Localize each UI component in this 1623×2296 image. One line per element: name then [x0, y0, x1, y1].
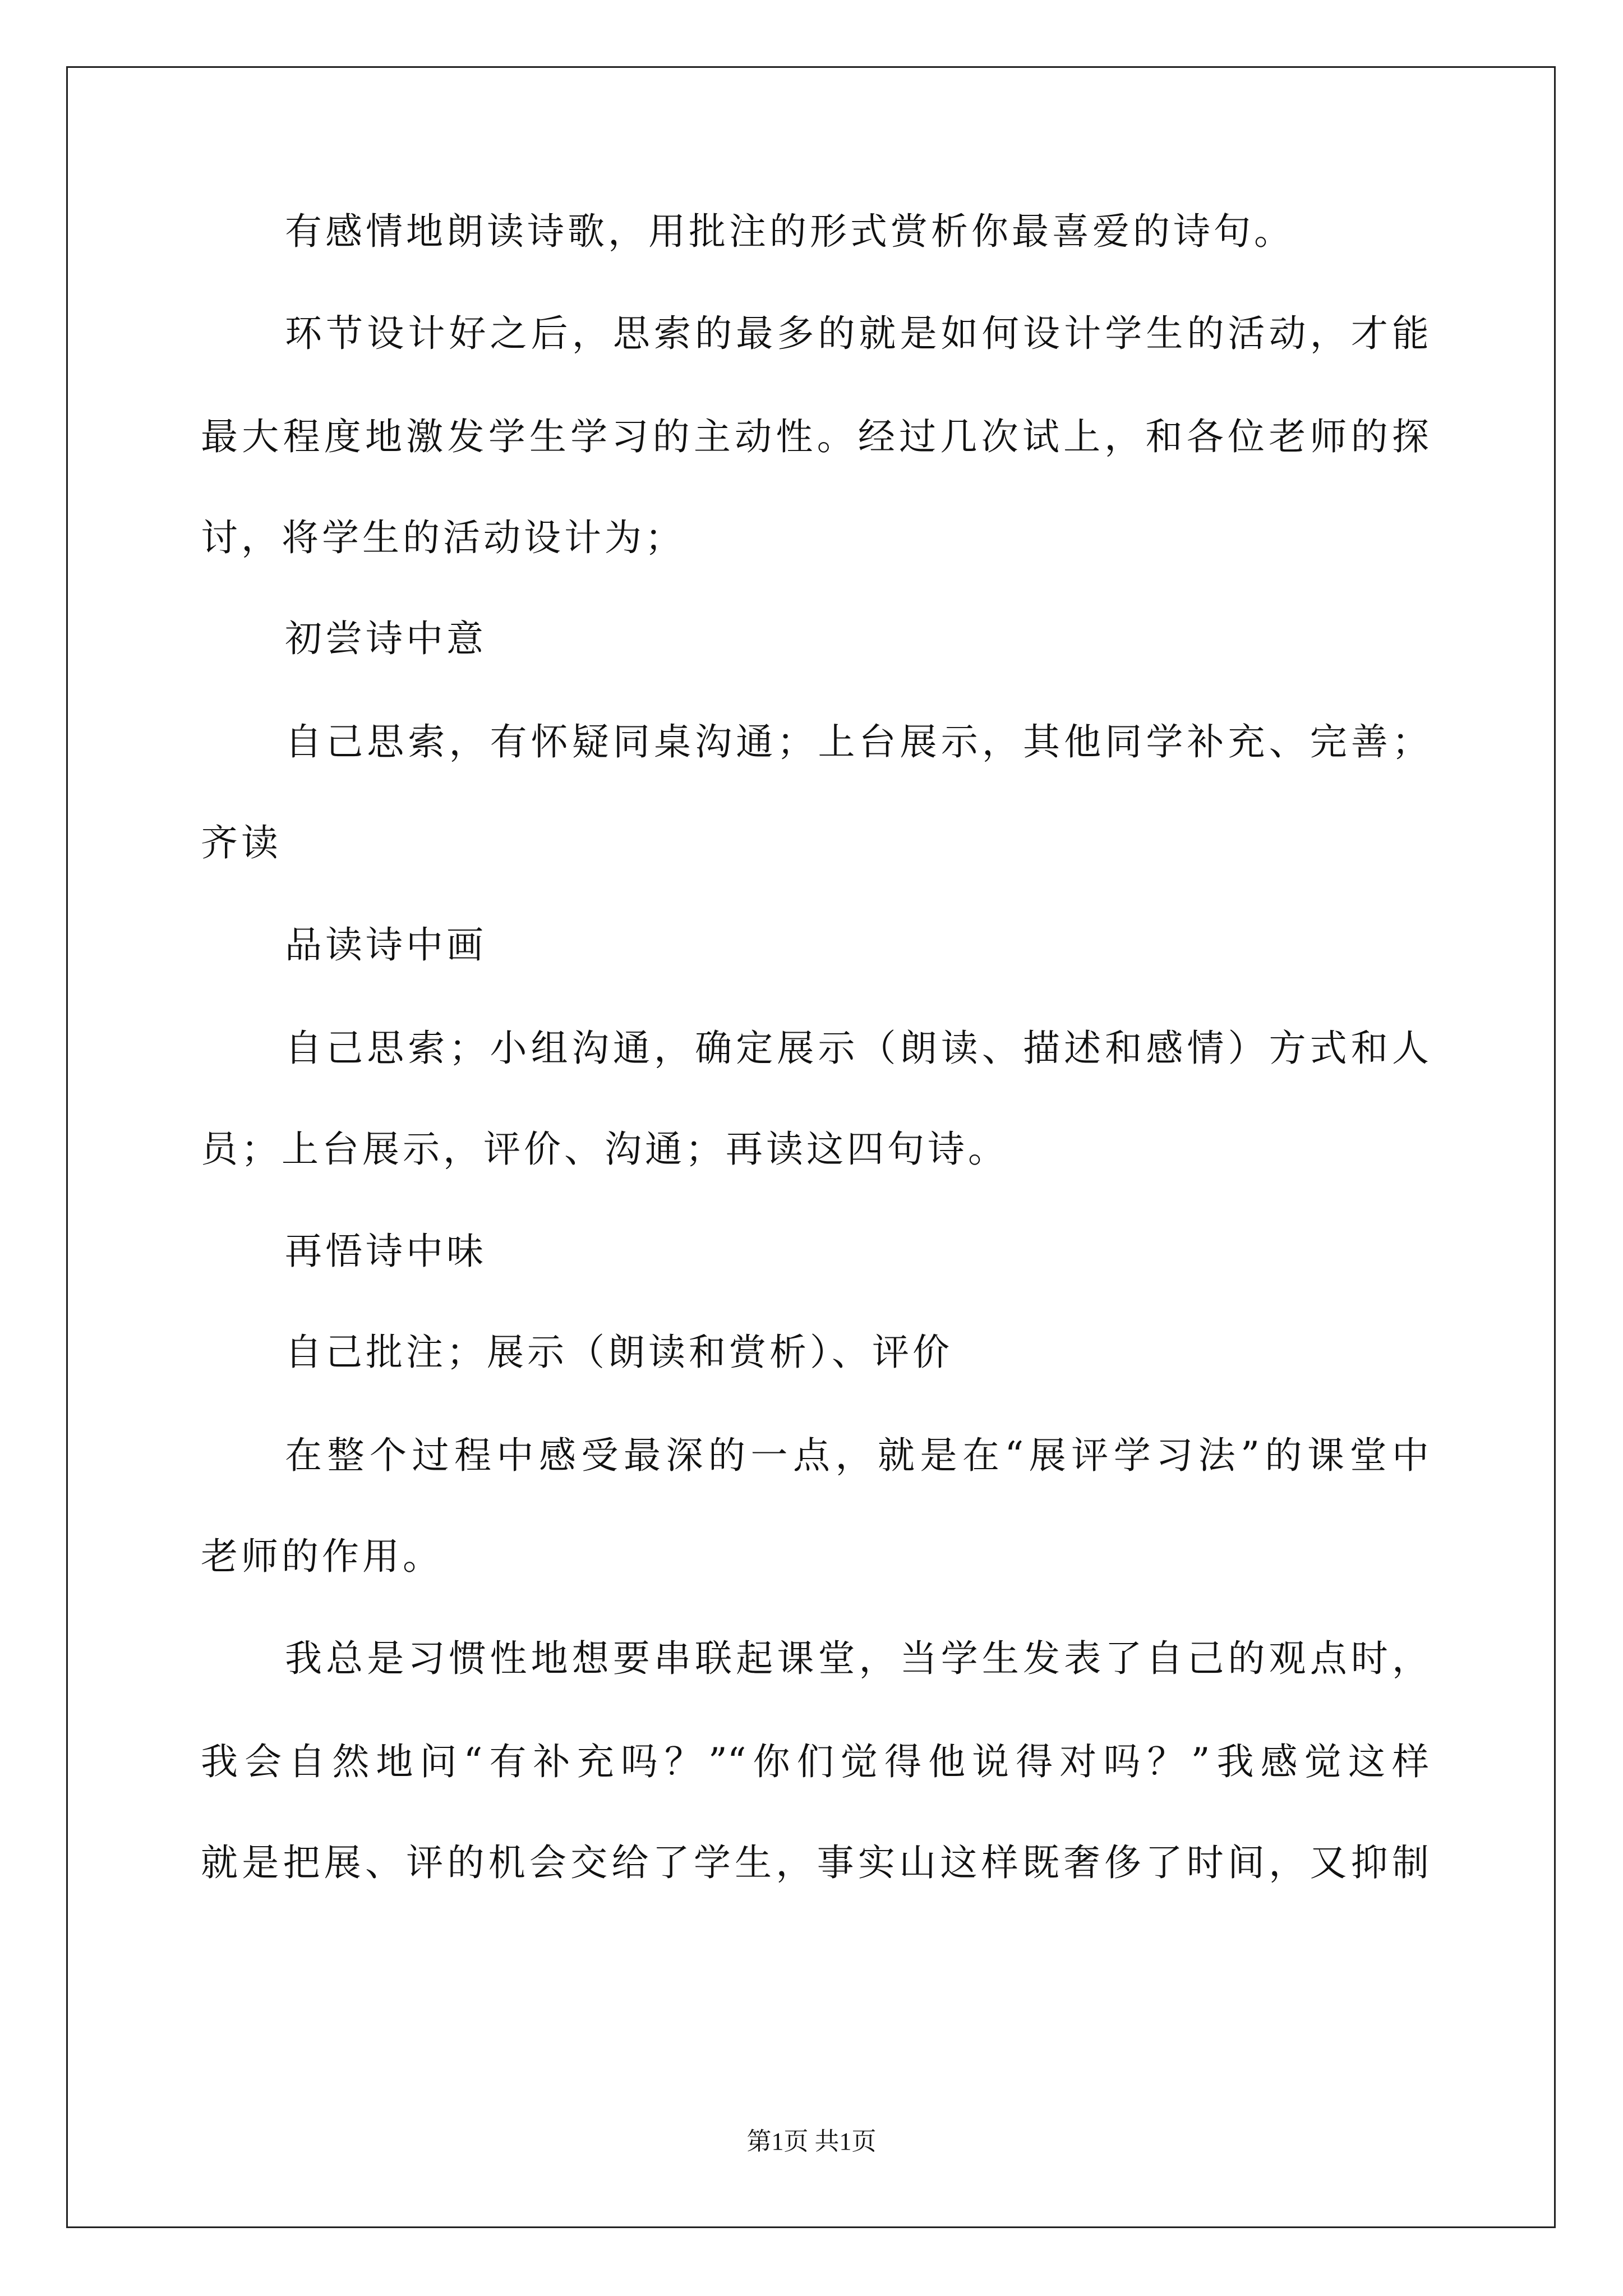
section-heading: 初尝诗中意: [285, 617, 487, 660]
text-line: 自己思索，有怀疑同桌沟通；上台展示，其他同学补充、完善；: [285, 720, 1429, 763]
text-line: 自己思索；小组沟通，确定展示（朗读、描述和感情）方式和人: [285, 1027, 1429, 1070]
text-line: 员；上台展示，评价、沟通；再读这四句诗。: [201, 1128, 1008, 1171]
text-line: 讨，将学生的活动设计为；: [201, 516, 685, 559]
text-line: 最大程度地激发学生学习的主动性。经过几次试上，和各位老师的探: [201, 415, 1429, 458]
text-line: 在整个过程中感受最深的一点，就是在“展评学习法”的课堂中: [285, 1434, 1429, 1477]
text-line: 自己批注；展示（朗读和赏析）、评价: [285, 1331, 953, 1374]
section-heading: 再悟诗中味: [285, 1230, 487, 1273]
text-line: 有感情地朗读诗歌，用批注的形式赏析你最喜爱的诗句。: [285, 210, 1294, 253]
text-line: 齐读: [201, 821, 282, 864]
text-line: 老师的作用。: [201, 1535, 443, 1578]
text-line: 就是把展、评的机会交给了学生，事实山这样既奢侈了时间，又抑制: [201, 1841, 1429, 1884]
text-line: 环节设计好之后，思索的最多的就是如何设计学生的活动，才能: [285, 312, 1429, 355]
text-line: 我会自然地问“有补充吗？”“你们觉得他说得对吗？”我感觉这样: [201, 1740, 1429, 1783]
page-number-footer: 第1页 共1页: [746, 2128, 877, 2155]
text-line: 我总是习惯性地想要串联起课堂，当学生发表了自己的观点时，: [285, 1637, 1429, 1680]
section-heading: 品读诗中画: [285, 923, 487, 967]
